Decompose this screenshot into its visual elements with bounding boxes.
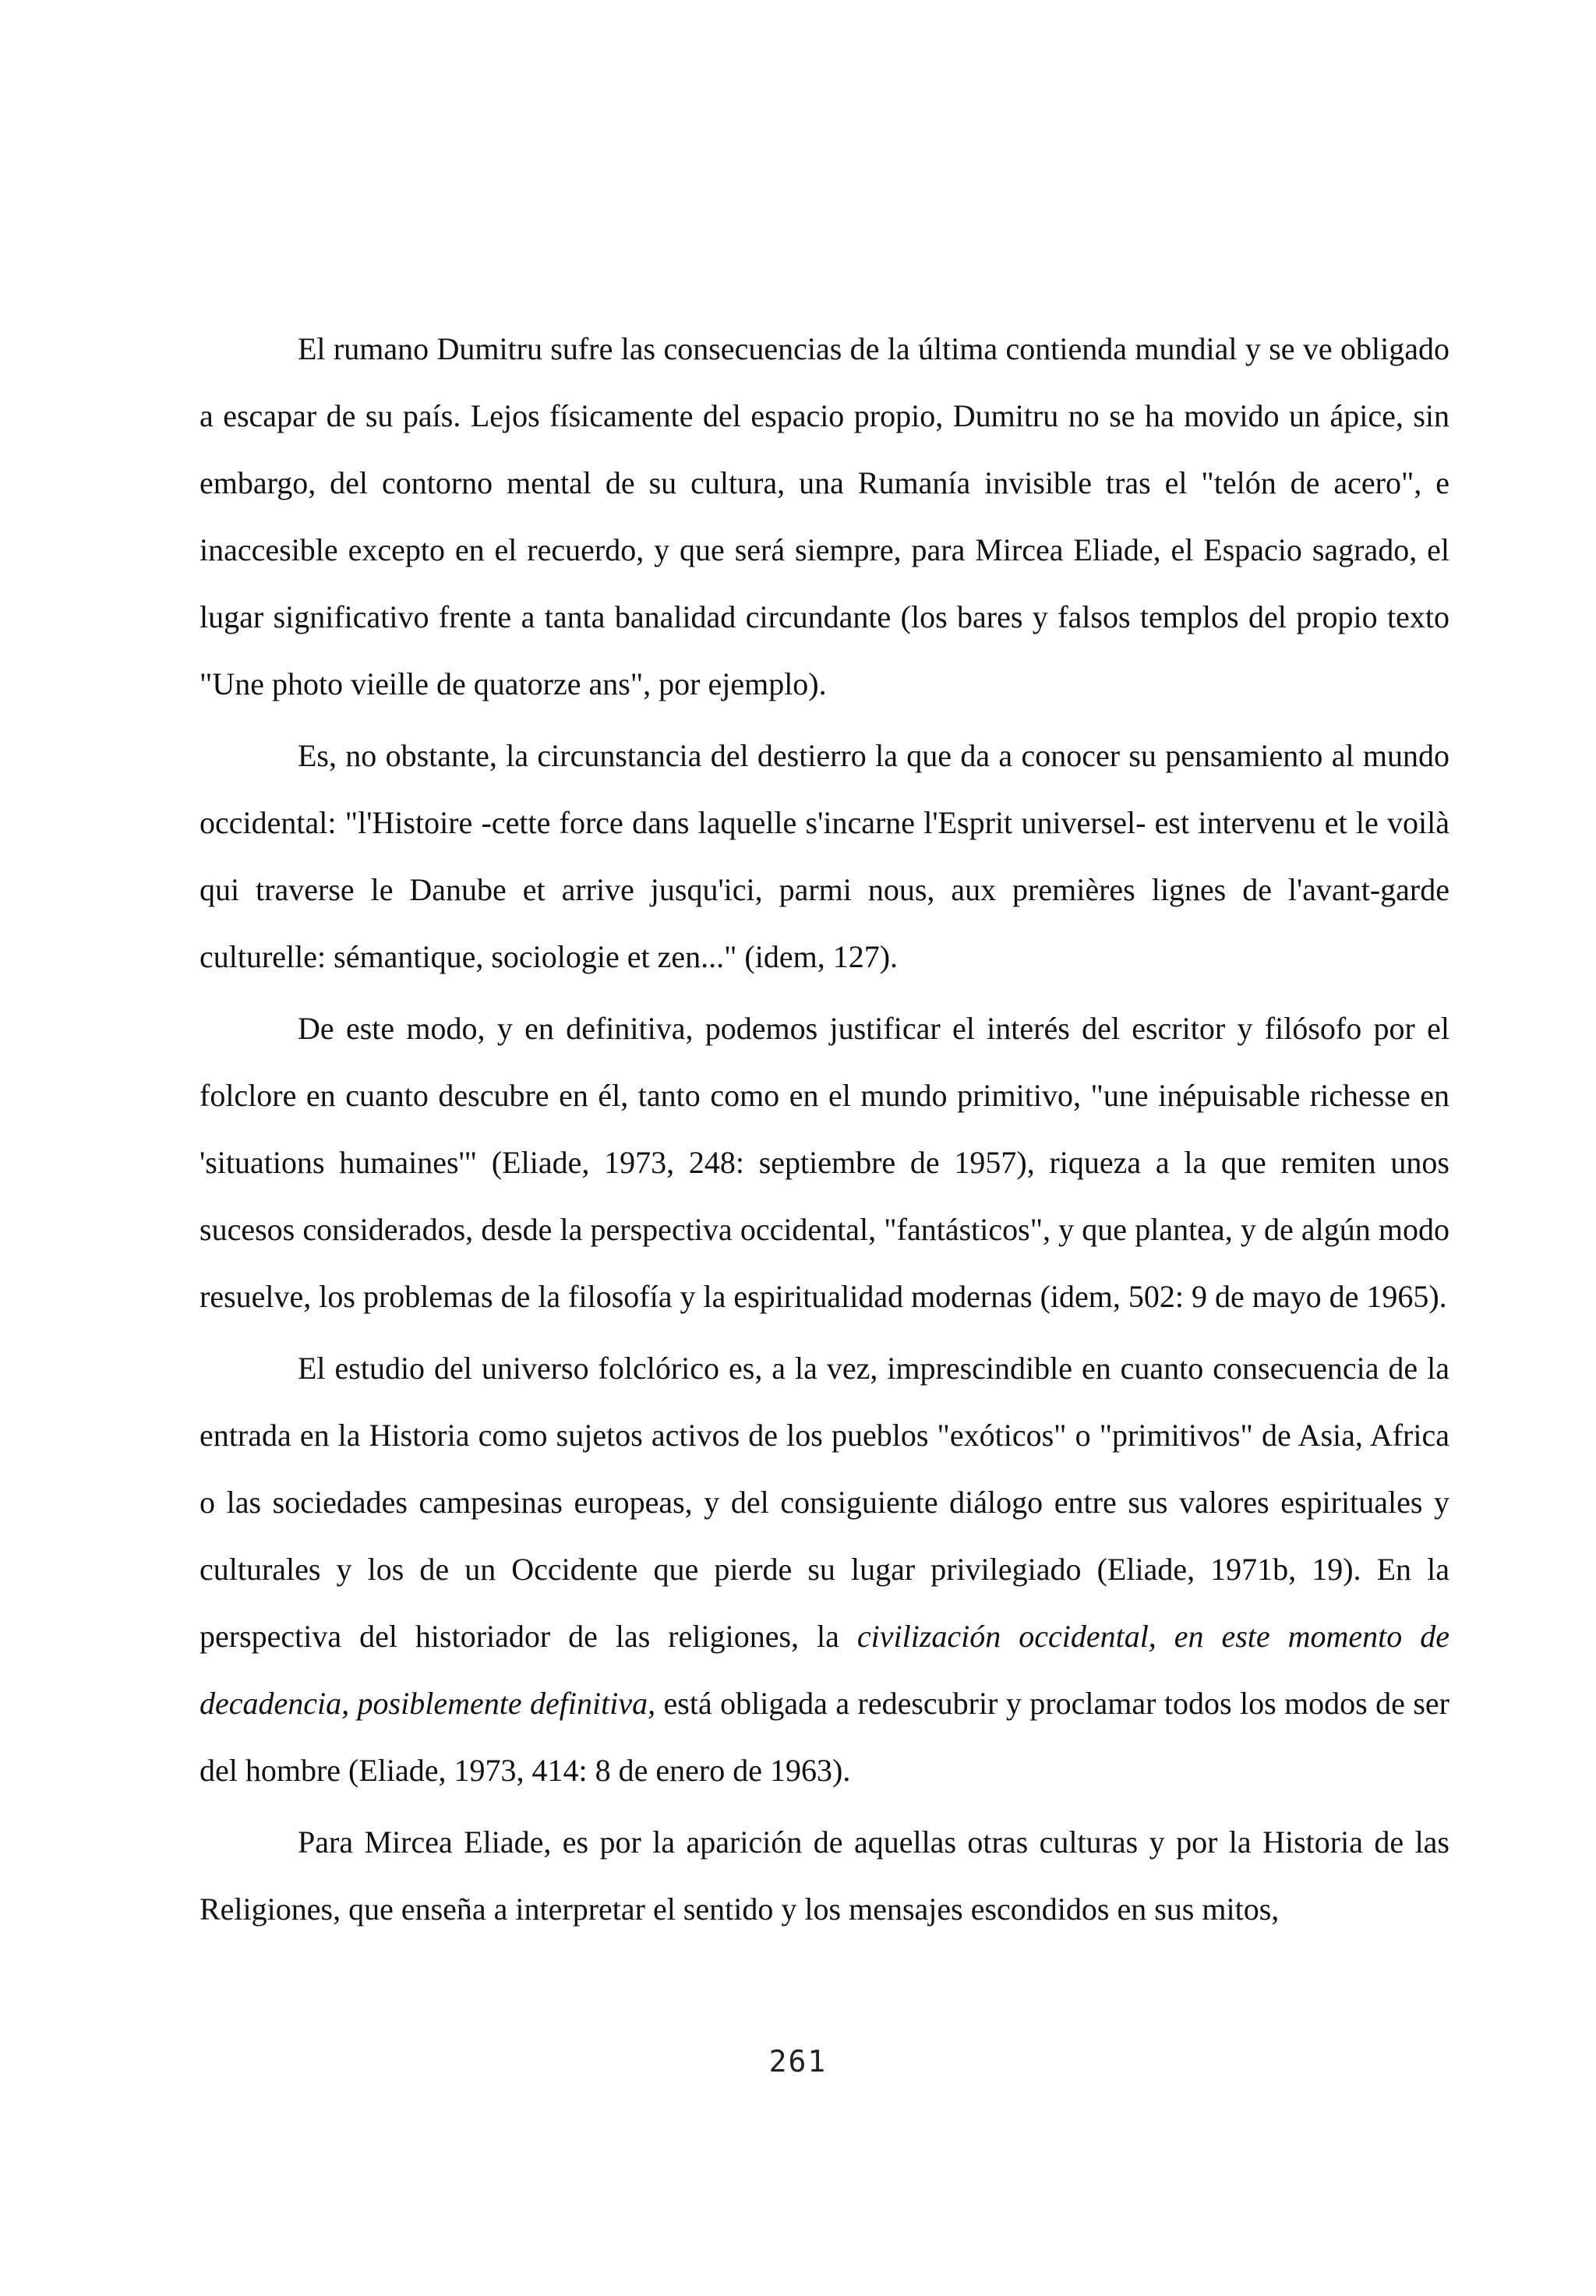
paragraph-text: De este modo, y en definitiva, podemos justificar el interés del escritor y filósofo por el folclore en cuanto descubre en él, tanto como en el mundo primitivo, "une inépuisable richesse en 'situations humaines'" (Eliade, 1973, 248: septiembre de 1957), riqueza a la que remiten unos sucesos considerados, desde la perspectiva occidental, "fantásticos", y que plantea, y de algún modo resuelve, los problemas de la filosofía y la espiritualidad modernas (idem, 502: 9 de mayo de 1965). — [200, 1011, 1449, 1314]
paragraph — [200, 1335, 1449, 1804]
page-number: 261 — [768, 2044, 828, 2079]
paragraph — [200, 995, 1449, 1330]
body-text — [200, 316, 1449, 1943]
paragraph — [200, 316, 1449, 718]
paragraph-text: El rumano Dumitru sufre las consecuencias de la última contienda mundial y se ve obligado a escapar de su país. Lejos físicamente del espacio propio, Dumitru no se ha movido un ápice, sin embargo, del contorno mental de su cultura, una Rumanía invisible tras el "telón de acero", e inaccesible excepto en el recuerdo, y que será siempre, para Mircea Eliade, el Espacio sagrado, el lugar significativo frente a tanta banalidad circundante (los bares y falsos templos del propio texto "Une photo vieille de quatorze ans", por ejemplo). — [200, 331, 1449, 701]
paragraph-text: está obligada a redescubrir y proclamar todos los modos de ser del hombre (Eliade, 1973, 414: 8 de enero de 1963). — [200, 1686, 1449, 1788]
paragraph-text: Es, no obstante, la circunstancia del destierro la que da a conocer su pensamiento al mundo occidental: "l'Histoire -cette force dans laquelle s'incarne l'Esprit universel- est intervenu et le voilà qui traverse le Danube et arrive jusqu'ici, parmi nous, aux premières lignes de l'avant-garde culturelle: sémantique, sociologie et zen..." (idem, 127). — [200, 738, 1449, 974]
paragraph-text: El estudio del universo folclórico es, a la vez, imprescindible en cuanto consecuencia de la entrada en la Historia como sujetos activos de los pueblos "exóticos" o "primitivos" de Asia, Africa o las sociedades campesinas europeas, y del consiguiente diálogo entre sus valores espirituales y culturales y los de un Occidente que pierde su lugar privilegiado (Eliade, 1971b, 19). En la perspectiva del historiador de las religiones, la — [200, 1351, 1449, 1654]
paragraph-text: Para Mircea Eliade, es por la aparición de aquellas otras culturas y por la Historia de las Religiones, que enseña a interpretar el sentido y los mensajes escondidos en sus mitos, — [200, 1824, 1449, 1927]
paragraph — [200, 722, 1449, 991]
paragraph — [200, 1809, 1449, 1943]
italic-phrase: civilización occidental, en este momento de decadencia, posiblemente definitiva, — [200, 1619, 1449, 1721]
